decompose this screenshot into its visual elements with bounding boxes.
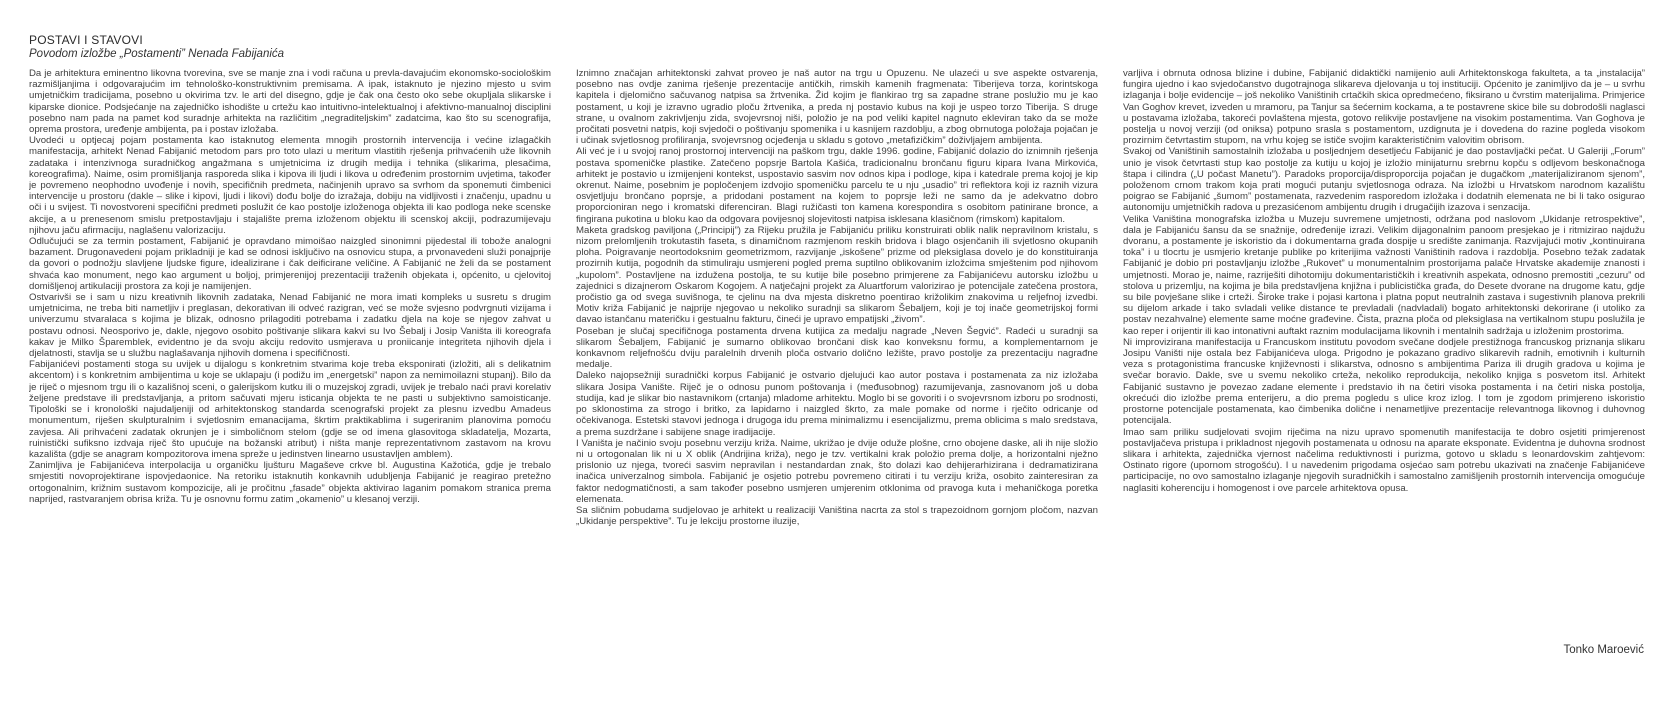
paragraph: Maketa gradskog paviljona („Principij”) za Rijeku pružila je Fabijaniću priliku konstruirati oblik nalik nepravilnom kristalu, s nizom prelomljenih trokutastih faseta, s dinamičnom razmjenom reskih bridova i blago osjenčanih ili svjetlosno okupanih ploha. Poigravanje neortodoksnim geometrizmom, razvijanje „iskošene” prizme od pleksiglasa dovelo je do konstituiranja prozirnih kutija, pogodnih da stimuliraju usmjereni pogled prema suptilno oblikovanim izložcima smještenim pod njihovom „kupolom”. Postavljene na izduženа postolja, te su kutije bile posebno primjerene za Fabijanićevu autorsku izložbu u zajednici s dizajnerom Oskarom Kogojem. A natječajni projekt za Aluartforum valorizirao je potencijale zatečena prostora, pročistio ga od svega suvišnoga, te cjelinu na dva mjesta diskretno poentirao križolikim znakovima u reljefnoj izvedbi. Motiv križa Fabijanić je najprije njegovao u nekoliko suradnji sa slikarom Šebaljem, koji je toj inače geometrijskoj formi davao istančanu materičku i gestualnu fakturu, čineći je upravo empatijski „živom”.	[576, 224, 1098, 326]
paragraph: Da je arhitektura eminentno likovna tvorevina, sve se manje zna i vodi računa u prevla-davajućim ekonomsko-sociološkim razmišljanjima i odgovarajućim im tehnološko-konstruktivnim premisama. A ipak, istaknuto je njezino mjesto u svim umjetničkim tradicijama, posebno u okvirima tzv. le arti del disegno, gdje je čak ona često oko sebe okupljala slikarske i kiparske dionice. Podsjećanje na zajedničko ishodište u crtežu kao intuitivno-intelektualnoj i afektivno-manualnoj disciplini posebno nam pada na pamet kod suradnje arhitekta na različitim „negraditeljskim” zadatcima, kao što su scenografija, oprema prostora, uređenje ambijenta, pa i postav izložaba.	[29, 68, 551, 136]
paragraph: Ostvarivši se i sam u nizu kreativnih likovnih zadataka, Nenad Fabijanić ne mora imati kompleks u susretu s drugim umjetnicima, ne treba biti nametljiv i preglasan, dekorativan ili odveć razigran, već se može svjesno podvrgnuti vizijama i univerzumu stvaralaca s kojima je blizak, odnosno prilagoditi potrebama i zadatku djela na koje se njegov zahvat u postavu odnosi. Neosporivo je, dakle, njegovo osobito poštivanje slikara kakvi su Ivo Šebalj i Josip Vaništa ili koreografa kakav je Milko Šparemblek, evidentno je da svoju akciju redovito usmjerava u proniicanje integriteta njihovih djela i djelatnosti, stavlja se u službu naglašavanja njihovih domena i specifičnosti.	[29, 292, 551, 360]
text-column-3	[1123, 68, 1645, 668]
paragraph: Fabijanićevi postamenti stoga su uvijek u dijalogu s konkretnim stvarima koje treba eksponirati (izložiti, ali s delikatnim akcentom) i s konkretnim ambijentima u koje se uklapaju (i podižu im „energetski” napon za nemimoilazni stupanj). Bilo da je riječ o mjesnom trgu ili o kazališnoj sceni, o galerijskom kutku ili o muzejskoj zgradi, uvijek je trebalo naći pravi korelativ željene predstave ili predstavljanja, a pritom sačuvati mjeru isticanja objekta te ne pasti u subjektivno samoisticanje. Tipološki se i kronološki najudaljeniji od arhitektonskog standarda scenografski projekt za plesnu izvedbu Amadeus monumentum, riješen skulpturalnim i svjetlosnim emanacijama, škrtim praktikablima i sugeriranim planovima pomoću zavjesa. Ali prihvaćeni zadatak okrunjen je i simboličnom stelom (gdje se od imena glasovitoga skladatelja, Mozarta, ruinistički sufiksno izdvaja riječ što upućuje na božanski atribut) i ništa manje reprezentativnom zastavom na krovu kazališta (gdje se anagram kompozitorova imena spreže u jedinstven linearno usustavljen amblem).	[29, 359, 551, 460]
document-header	[29, 33, 284, 61]
document-subtitle: Povodom izložbe „Postamenti” Nenada Fabijanića	[29, 48, 285, 60]
paragraph: Svakoj od Vaništinih samostalnih izložaba u posljednjem desetljeću Fabijanić je dao postavljački pečat. U Galeriji „Forum” unio je visok četvrtasti stup kao postolje za kutiju u kojoj je izložio minijaturnu srebrnu kopču s odljevom beskonačnoga štapa i cilindra („U počast Manetu”). Paradoks proporcija/disproporcija pojačan je dugačkom „materijaliziranom sjenom”, položenom crnom trakom koja prati mogući putanju svjetlosnoga odraza. Na izložbi u Hrvatskom narodnom kazalištu poigrao se Fabijanić „šumom” postamenata, razvedenim rasporedom izložaka i dodatnih elemenata ne bi li tako osigurao autonomiju umjetničkih radova u prezasićenom ambijentu drugih i drugačijih izazova i senzacija.	[1123, 146, 1645, 214]
paragraph: varljiva i obrnuta odnosa blizine i dubine, Fabijanić didaktički namijenio auli Arhitektonskoga fakulteta, a ta „instalacija” fungira ujedno i kao svjedočanstvo dugotrajnoga slikareva djelovanja u toj instituciji. Općenito je zanimljivo da je – u svrhu izlaganja i bolje evidencije – još nekoliko Vaništinih crtačkih skica opredmećeno, fiksirano u čvrstim materijalima. Primjerice Van Goghov krevet, izveden u mramoru, pa Tanjur sa šećernim kockama, a te postavrene skice bile su dobrodošli naglasci u postavama izložaba, takoreći povlaštena mjesta, gotovo relikvije postavljene na visokim postamentima. Van Goghova je postelja u novoj verziji (od oniksa) potpuno srasla s postamentom, uzdignuta je i dovedena do razine pogleda visokom prozirnim četvrtastim stupom, na vrhu kojeg se ističe svojim karakterističnim valovitim obrisom.	[1123, 68, 1645, 147]
paragraph: Ni improvizirana manifestacija u Francuskom institutu povodom svečane dodjele prestižnoga francuskog priznanja slikaru Josipu Vaništi nije ostala bez Fabijanićeva uloga. Prigodno je pokazano gradivo slikarevih radnih, emotivnih i kulturnih veza s protagonistima francuske književnosti i slikarstva, odnosno s ambijentima Pariza ili drugih gradova u kojima je svečar boravio. Dakle, sve u svemu nekoliko crteža, nekoliko reprodukcija, nekoliko knjiga s posvetom itsl. Arhitekt Fabijanić sustavno je povezao zadane elemente i predstavio ih na četiri visoka postamenta i na četiri niska postolja, okrećući dio izložbe prema enterijeru, a dio prema pogledu s ulice kroz izlog. I tom je zgodom primjereno iskoristio prostorne potencijale postamenata, kao čimbenika dolične i nenametljive prezentacije relevantnoga likovnog i duhovnog potencijala.	[1123, 336, 1645, 427]
paragraph: Uvodeći u optjecaj pojam postamenta kao istaknutog elementa mnogih prostornih intervencija i većine izlagačkih manifestacija, arhitekt Nenad Fabijanić metodom pars pro toto ulazi u meritum vlastitih rješenja prihvaćenih uže likovnih zadataka i intenzivnoga suradničkog angažmana s umjetnicima iz drugih medija i tehnika (slikarima, plesačima, koreografima). Naime, osim promišljanja rasporeda slika i kipova ili ljudi i likova u određenim prostornim uvjetima, također je povremeno neophodno uvođenje i novih, specifičnih predmeta, načinjenih upravo sa svrhom da sponemuti čimbenici intervencije u prostoru (dakle – slike i kipovi, ljudi i likovi) dođu bolje do izražaja, dobiju na vidljivosti i značenju, upadnu u oči i u svijest. Ti novostvoreni specifični predmeti poslužit će kao postolje izloženoga objekta ili kao podloga neke scenske akcije, a u prenesenom smislu pretpostavljaju i stajalište prema izloženom objektu ili scenskoj akciji, podrazumijevaju njihovu jaču afirmaciju, naglašenu valorizaciju.	[29, 135, 551, 236]
paragraph: Ali već je i u svojoj ranoj prostornoj intervenciji na paškom trgu, dakle 1996. godine, Fabijanić dolazio do iznimnih rješenja postava spomeničke plastike. Zatečeno popsrje Bartola Kašića, tradicionalnu brončanu figuru kipara Ivana Mirkovića, arhitekt je postavio u izmijenjeni kontekst, uspostavio sasvim nov odnos kipa i podloge, kipa i katedrale prema kojoj je kip okrenut. Naime, posebnim je popločenjem izdvojio spomeničku parcelu te u nju „usadio” tri reflektora koji iz raznih vizura osvjetljuju brončano poprsje, a pridodani postament na kojem to poprsje leži ne samo da je adekvatno dobro proporcioniran nego i kromatski diferenciran. Blagi ružičasti ton kamena korespondira s osobitom patiniranе bronce, a fingirana pukotina u bloku kao da odgovara povijesnoj slojevitosti natpisa isklesana klasičnom (rimskom) kapitalom.	[576, 146, 1098, 225]
paragraph: Velika Vaniština monografska izložba u Muzeju suvremene umjetnosti, održana pod naslovom „Ukidanje retrospektive”, dala je Fabijaniću šansu da se snažnije, određenije izrazi. Velikim dijagonalnim panoom presjekao je i ritmizirao najdužu dvoranu, a postamente je iskoristio da i dokumentarna građa dospije u središte zanimanja. Razvijajući motiv „kontinuirana toka” i u tlocrtu je usmjerio kretanje publike po kriterijima važnosti Vaništinih radova i razdoblja. Posebno težak zadatak Fabijanić je dobio pri postavljanju izložbe „Rukovet” u monumentalnim prostorijama palače Hrvatske akademije znanosti i umjetnosti. Morao je, naime, razriješiti dihotomiju dokumentarističkih i kreativnih aspekata, odnosno premostiti „cezuru” od stolova u prizemlju, na kojima je bila predstavljena knjižna i publicistička građa, do Desete dvorane na drugome katu, gdje su bile povješane slike i crteži. Široke trake i pojasi kartona i platna poput neutralnih zastava i sugestivnih planova prekrili su dijelom arkade i tako svladali velike distance te prevladali (nadvladali) bogato arhitektonski dekorirane (i utoliko za postav nezahvalne) elemente same moćne građevine. Čista, prazna ploča od pleksiglasa na vertikalnom stupu poslužila je kao reper i orijentir ili kao intonativni auftakt raznim modulacijama likovnih i mentalnih sadržaja u izloženim prostorima.	[1123, 213, 1645, 337]
paragraph: I Vaništa je načinio svoju posebnu verziju križa. Naime, ukrižao je dvije odužе plošne, crno obojene daske, ali ih nije složio ni u ortogonalan lik ni u X oblik (Andrijina križa), nego je tzv. vertikalni krak položio prema dolje, a horizontalni nježno prislonio uz njega, tvoreći sasvim nepravilan i nestandardan znak, što dolazi kao dehijerarhiziranа i dedramatizirana inačica univerzalnog simbola. Fabijanić je osjetio potrebu povremeno citirati i tu verziju križa, osobito zainteresiran za faktor nedogmatičnosti, a sam također posebno usmjeren umjerenim otklonima od pravoga kuta i mehaničkoga poretka elemenata.	[576, 437, 1098, 505]
paragraph: Daleko najopsežniji suradnički korpus Fabijanić je ostvario djelujući kao autor postava i postamenata za niz izložaba slikara Josipa Vanište. Riječ je o odnosu punom poštovanja i (međusobnog) razumijevanja, zasnovanom još u doba studija, kad je slikar bio nastavnikom (crtanja) mladome arhitektu. Moglo bi se govoriti i o svojevrsnom izboru po srodnosti, po sklonostima za strogo i britko, za lapidarno i naizgled škrto, za male pomake od norme i rječito odricanje od očekivanoga. Estetski stavovi jednoga i drugoga idu prema minimalizmu i esencijalizmu, prema oblicima s malo sredstava, a prema suzdržane i sabijene snage iradijacije.	[576, 370, 1098, 438]
text-columns	[29, 68, 1645, 668]
text-column-2	[576, 68, 1098, 668]
paragraph: Sa sličnim pobudama sudjelovao je arhitekt u realizaciji Vaniština nacrta za stol s trapezoidnom gornjom pločom, nazvan „Ukidanje perspektive”. Tu je lekciju prostorne iluzije,	[576, 504, 1098, 528]
paragraph: Poseban je slučaj specifičnoga postamenta drvena kutijica za medalju nagrade „Neven Šegvić”. Radeći u suradnji sa slikarom Šebaljem, Fabijanić je sumarno oblikovao brončani disk kao konveksnu formu, a komplementarnom je konkavnom reljefnošću dviju paralelnih drvenih ploča ostvario doličnо ležište, pravo postolje za prezentaciju nagrađne medalje.	[576, 325, 1098, 371]
paragraph: Zanimljiva je Fabijanićeva interpolacija u organičku ljušturu Magaševe crkve bl. Augustina Kažotića, gdje je trebalo smjestiti novoprojektirane ispovjedaonice. Na retoriku istaknutih konkavnih udubljenja Fabijanić je reagirao pretežno ortogonalnim, križnim sustavom kompozicije, ali je pročitnu „fasade” objekta aktivirao laganim pomakom stranica prema naprijed, rastvaranjem obrisa križa. Tu je osnovnu formu zatim „okamenio” u klesanoj verziji.	[29, 460, 551, 505]
paragraph: Imao sam priliku sudjelovati svojim riječima na nizu upravo spomenutih manifestacija te dobro osjetiti primjerenost postavljačeva pristupa i prikladnost njegovih postamenata u odnosu na aparate eksponate. Evidentna je duhovna srodnost slikara i arhitekta, zajednička vjernost načelima reduktivnosti i purizma, gotovo u skladu s leonardovskim zahtjevom: Ostinato rigore (upornom strogošću). I u navedenim prigodama osjećao sam potrebu ukazivati na značenje Fabijanićeve participacije, no ovo samostalno izlaganje njegovih suradničkih i samostalno zamišljenih prostornih intervencija omogućuje naglasiti koherenciju i homogenost i ove parcele arhitektova opusa.	[1123, 426, 1645, 494]
paragraph: Iznimno značajan arhitektonski zahvat proveo je naš autor na trgu u Opuzenu. Ne ulazeći u sve aspekte ostvarenja, posebno nas ovdje zanima rješenje prezentacije antičkih, rimskih kamenih fragmenata: Tiberijeva torza, korintskoga kapitela i djelomično sačuvanog natpisa sa žrtvenika. Žid kojim je flankirao trg sa zapadne strane poslužio mu je kao postament, u koji je izravno ugradio ploču žrtvenika, a preda nj postavio kubus na koji je uspeo torzo Tiberija. S druge strane, u ovalnom zakrivljenju zida, svojevrsnoj niši, položio je na pod veliki kapitel nagnuto ekleviran tako da se može pročitati posvetni natpis, koji svjedoči o poštivanju spomenika i u kasnijem razdoblju, a zbog obrnutoga položaja pojačan je i učinak svjetlosnog profiliranja, svojevrsnog ocjeđenja u skladu s gotovo „metafizičkim” doživljajem ambijenta.	[576, 68, 1098, 147]
document-title: POSTAVI I STAVOVI	[29, 33, 143, 47]
paragraph: Odlučujući se za termin postament, Fabijanić je opravdano mimoišao naizgled sinonimni pijedestal ili tobože analogni bazament. Drugonavedeni pojam prikladniji je kad se odnosi isključivo na osnovicu stupa, a prvonavedeni služi ponajprije da govori o podnožju slavljene ljudske figure, idealizirane i čak deificirane veličine. A Fabijanić ne želi da se postament shvaća kao monument, nego kao argument u boljoj, primjerenijoj prezentaciji traženih objekata i, općenito, u cjelovitoj domišljenoj artikulaciji prostora za koji je namijenjen.	[29, 236, 551, 292]
author-signature: Tonko Maroević	[1563, 644, 1644, 656]
text-column-1	[29, 68, 551, 668]
